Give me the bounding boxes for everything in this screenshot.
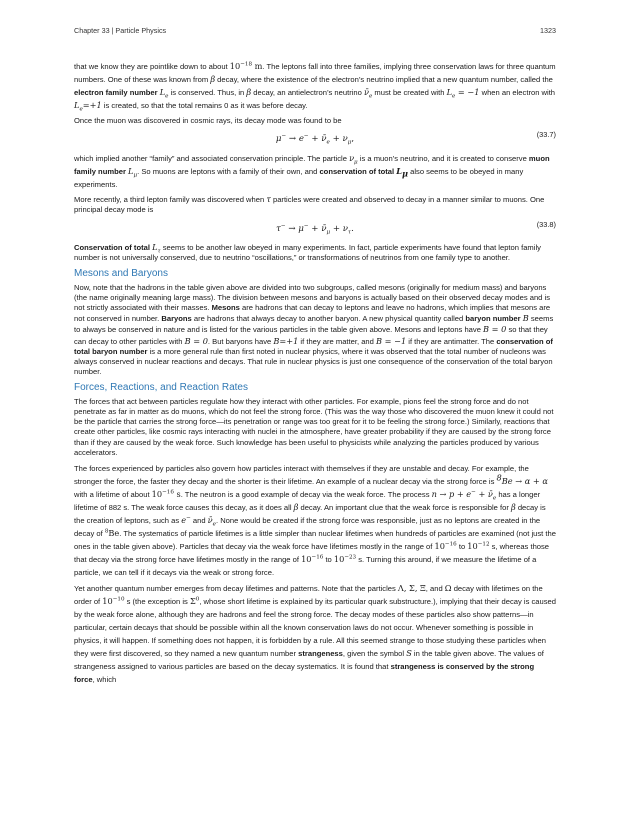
eq-arrow: → xyxy=(288,223,296,234)
text: must be created with xyxy=(372,88,447,97)
text: , given the symbol xyxy=(342,649,407,659)
text: s. Turning this around, if we measure the lifetime of a particle, we can tell if it decays via the weak or strong force. xyxy=(74,554,537,577)
math-subscript: e xyxy=(165,93,169,100)
math-symbol: ν̄ xyxy=(487,488,493,499)
math-plus: + xyxy=(454,488,467,499)
math-tau: τ xyxy=(266,194,271,205)
text: , and xyxy=(425,584,445,594)
math-antineutrino xyxy=(207,514,216,528)
math-symbol: B xyxy=(184,335,191,346)
text: decay, an antielectron’s neutrino xyxy=(251,88,364,97)
equation-33-7 xyxy=(74,129,556,146)
math-symbol: L xyxy=(152,241,158,252)
text: decay. An important clue that the weak force is responsible for xyxy=(298,502,511,512)
eq-sup: − xyxy=(303,132,309,139)
text: that we know they are pointlike down to about xyxy=(74,62,230,71)
math-symbol: L xyxy=(396,165,403,176)
math-power xyxy=(434,541,456,551)
text: seems to always be conserved in nature and is listed for the various particles in the table given above. Mesons and leptons have xyxy=(74,314,554,335)
math-exponent: −23 xyxy=(344,553,357,560)
math-exponent: −16 xyxy=(311,553,324,560)
equation-number: (33.7) xyxy=(536,129,556,139)
math-base: 10 xyxy=(151,488,163,499)
term-conservation-total-Ltau: Conservation of total xyxy=(74,242,153,252)
equation-33-8 xyxy=(74,219,556,236)
math-value: = 0 xyxy=(190,335,208,346)
math-symbol: L xyxy=(446,87,453,97)
math-symbol: p xyxy=(448,488,455,499)
text: with a lifetime of about xyxy=(74,489,152,499)
math-beta: β xyxy=(510,501,516,512)
eq-sub: μ xyxy=(326,229,331,236)
math-symbol: e xyxy=(181,514,187,525)
math-Ltau xyxy=(152,241,161,255)
eq-symbol: ν̄ xyxy=(321,133,327,144)
text: when an electron with xyxy=(479,88,556,97)
text: . The neutron is a good example of decay via the weak force. The process xyxy=(180,489,432,499)
page-number: 1323 xyxy=(540,26,556,35)
text: if they are antimatter. The xyxy=(406,336,497,346)
math-exponent: −12 xyxy=(477,540,490,547)
math-symbol: α xyxy=(524,475,531,486)
math-symbol: n xyxy=(431,488,437,499)
math-base: 10 xyxy=(102,596,113,607)
eq-symbol: ν xyxy=(342,133,348,144)
eq-symbol: τ xyxy=(276,223,281,234)
text: is conserved. Thus, in xyxy=(168,88,247,97)
math-power xyxy=(467,541,489,551)
eq-plus: + xyxy=(311,133,319,144)
eq-punct: . xyxy=(351,223,354,234)
eq-sub: μ xyxy=(347,139,352,146)
math-power xyxy=(334,554,356,564)
math-be8-decay xyxy=(496,471,548,486)
math-neutron-decay xyxy=(431,488,497,502)
text: also seems to be obeyed in many experiments. xyxy=(74,166,524,189)
page-body xyxy=(74,60,556,690)
math-symbol: Σ xyxy=(189,596,196,607)
math-superscript: 0 xyxy=(195,596,200,603)
math-Le-minus-one xyxy=(446,87,480,100)
text: The forces experienced by particles also govern how particles interact with themselves if they are unstable and decay. For example, the stronger the force, the faster they decay and the shorter is their lifetime. An example of a nuclear decay via the strong force is xyxy=(74,463,529,486)
eq-symbol: μ xyxy=(275,133,282,144)
math-exponent: −16 xyxy=(162,488,174,495)
math-beta: β xyxy=(293,501,299,512)
eq-symbol: μ xyxy=(298,223,304,234)
math-element: Be xyxy=(108,527,120,538)
math-exponent: −10 xyxy=(112,596,125,603)
eq-symbol: ν̄ xyxy=(321,223,327,234)
math-length xyxy=(230,61,263,71)
math-symbol: e xyxy=(466,488,472,499)
math-electron xyxy=(181,515,191,525)
text: in the table given above. The values of strangeness assigned to various particles are based on the decay systematics. It is found that xyxy=(74,649,544,672)
math-subscript: e xyxy=(79,106,83,113)
page-header xyxy=(74,26,556,38)
text: if they are matter, and xyxy=(298,336,376,346)
eq-symbol: e xyxy=(298,133,304,144)
eq-sup: − xyxy=(281,132,287,139)
text: has a longer lifetime of 882 s. The weak force causes this decay, as it does all xyxy=(74,489,541,512)
text: particles were created and observed to decay in a manner similar to muons. One principal decay mode is xyxy=(74,195,545,215)
text: is created, so that the total remains 0 as it was before decay. xyxy=(101,101,308,110)
eq-punct: , xyxy=(351,133,355,144)
math-beta: β xyxy=(210,74,216,84)
text: are hadrons that can decay to leptons and leave no hadrons, which implies that mesons are not conserved in number. xyxy=(74,302,551,324)
text: so that they can decay to other particles with xyxy=(74,325,548,346)
math-symbol: ν̄ xyxy=(207,514,213,525)
math-symbol: L xyxy=(74,100,80,110)
term-conservation-total-baryon-number: conservation of total baryon number xyxy=(74,336,553,356)
text: to xyxy=(456,541,468,551)
term-strangeness-conserved: strangeness is conserved by the strong force xyxy=(74,662,535,685)
math-subscript: μ xyxy=(402,168,409,179)
math-exponent: −18 xyxy=(240,61,253,68)
math-superscript: − xyxy=(471,488,476,495)
eq-sup: − xyxy=(280,222,286,229)
term-strangeness: strangeness xyxy=(298,649,343,659)
math-subscript: τ xyxy=(157,248,161,255)
term-mesons: Mesons xyxy=(211,302,240,312)
math-arrow: → xyxy=(436,488,449,499)
text: is a more general rule than first noted in nuclear physics, where it was observed that the total number of nucleons was always conserved in nuclear reactions and decays. That rule in nuclear physics is just one consequence of the conservation of the total baryon number. xyxy=(74,346,553,377)
math-subscript: e xyxy=(492,495,497,502)
text: . The leptons fall into three families, implying three conservation laws for three quantum numbers. One of these was known from xyxy=(74,62,556,84)
math-mass-number: 8 xyxy=(496,471,502,482)
math-B-minus-one xyxy=(376,336,406,346)
math-B: B xyxy=(522,313,529,324)
text: decay with lifetimes on the order of xyxy=(74,584,543,607)
text: The forces that act between particles regulate how they interact with other particles. For example, pions feel the strong force and do not penetrate as far in matter as do muons, which do not feel the strong force. (This was the way those who discovered the muon knew it could not be the particle that carries the strong force—its penetration or range was too great for it to be feeling the strong force.) Similarly, reactions that create other particles, like cosmic rays interacting with nuclei in the atmosphere, have greater probability if they are caused by the strong force than if they are caused by the weak force. Such knowledge has been useful to physicists while analyzing the particles produced by various accelerators. xyxy=(74,396,554,457)
math-base: 10 xyxy=(333,553,345,564)
paragraph-strangeness xyxy=(74,582,556,686)
math-power xyxy=(301,554,323,564)
term-muon-family-number: muon family number xyxy=(74,153,550,176)
math-symbol: α xyxy=(542,475,548,486)
math-muon-neutrino xyxy=(349,152,358,166)
paragraph-tau-intro xyxy=(74,194,556,215)
text: , which xyxy=(92,675,117,685)
math-base: 10 xyxy=(467,540,478,551)
section-heading-forces-reactions: Forces, Reactions, and Reaction Rates xyxy=(74,381,248,393)
text: and xyxy=(190,515,208,525)
math-be8 xyxy=(105,528,119,538)
paragraph-muon-decay-intro xyxy=(74,116,556,126)
text: Yet another quantum number emerges from decay lifetimes and patterns. Note that the particles xyxy=(74,584,398,594)
eq-plus: + xyxy=(311,223,319,234)
math-symbol: L xyxy=(159,87,166,97)
math-B-plus-one xyxy=(273,336,298,346)
math-S: S xyxy=(406,648,412,659)
text: . So muons are leptons with a family of their own, and xyxy=(137,166,320,176)
eq-plus: + xyxy=(332,133,340,144)
text: are hadrons that always decay to another baryon. A new physical quantity called xyxy=(191,314,466,324)
term-baryon-number: baryon number xyxy=(465,314,521,324)
math-symbol: B xyxy=(483,324,490,335)
paragraph-forces-interaction xyxy=(74,397,556,458)
text: s, whereas those that decay via the strong force have lifetimes mostly in the range of xyxy=(74,541,550,564)
math-base: 10 xyxy=(301,553,312,564)
text: decay is the creation of leptons, such as xyxy=(74,502,546,525)
text: . None would be created if the strong force was responsible, just as no leptons are created in the decay of xyxy=(74,515,541,538)
math-superscript: − xyxy=(186,514,191,521)
term-conservation-total-Lmu xyxy=(319,165,409,179)
math-particle-list: Λ, Σ, Ξ xyxy=(397,583,426,594)
math-power xyxy=(102,596,124,606)
math-mass-number: 8 xyxy=(104,527,109,534)
math-value: =+1 xyxy=(279,335,299,346)
math-element: Be xyxy=(501,475,513,486)
math-value: = −1 xyxy=(455,87,480,97)
math-omega: Ω xyxy=(444,583,452,594)
math-unit: s xyxy=(176,488,181,499)
text: More recently, a third lepton family was discovered when xyxy=(74,195,267,205)
eq-symbol: ν xyxy=(342,223,348,234)
math-plus: + xyxy=(530,475,543,486)
bold-text: conservation of total xyxy=(319,166,397,176)
math-plus: + xyxy=(475,488,488,499)
math-symbol: B xyxy=(375,335,383,346)
eq-sup: − xyxy=(303,222,309,229)
eq-plus: + xyxy=(332,223,341,234)
text: to xyxy=(323,554,334,564)
math-symbol: L xyxy=(128,165,134,176)
math-beta: β xyxy=(246,87,252,97)
paragraph-mesons-baryons xyxy=(74,283,556,378)
math-exponent: −16 xyxy=(444,540,457,547)
eq-sub: τ xyxy=(348,229,352,236)
math-base: 10 xyxy=(229,61,241,71)
text: which implied another “family” and associated conservation principle. The particle xyxy=(74,153,350,163)
math-value: = 0 xyxy=(489,324,507,335)
term-baryons: Baryons xyxy=(161,314,192,324)
text: , whose short lifetime is explained by its particular quark substructure.), implying that their decay is caused by the weak force alone, although they are hadrons and feel the strong force. The decay modes of these particles also show patterns—in particular, certain decays that should be possible within all the known conservation laws do not occur. Whenever something is possible in physics, it will happen. If something does not happen, it is forbidden by a rule. All this seemed strange to those studying these particles when they were first discovered, so they named a new quantum number xyxy=(74,597,556,659)
text: Once the muon was discovered in cosmic rays, its decay mode was found to be xyxy=(74,115,342,125)
paragraph-lepton-families xyxy=(74,60,556,112)
math-subscript: e xyxy=(452,93,456,100)
math-symbol: ν̄ xyxy=(363,87,369,97)
paragraph-forces-decay xyxy=(74,462,556,579)
text: Now, note that the hadrons in the table given above are divided into two subgroups, called mesons (originally for medium mass) and baryons (the name originally meaning large mass). The division between mesons and baryons is actually based on their observed decay modes and is not strictly associated with their masses. xyxy=(74,282,550,312)
paragraph-muon-family xyxy=(74,152,556,191)
text: s (the exception is xyxy=(124,597,190,607)
math-B-zero xyxy=(185,336,208,346)
equation-number: (33.8) xyxy=(536,219,556,229)
math-symbol: ν xyxy=(349,152,355,163)
text: decay, where the existence of the electron’s neutrino implied that a new quantum number, called the xyxy=(215,75,553,84)
text: seems to be another law obeyed in many experiments. In fact, particle experiments have found that lepton family number is not universally conserved, due to neutrino “oscillations,” or transformations of neutrinos from one family type to another. xyxy=(74,242,541,262)
section-heading-mesons-baryons: Mesons and Baryons xyxy=(74,267,168,279)
text: is a muon’s neutrino, and it is created to conserve xyxy=(357,153,529,163)
math-lifetime xyxy=(152,489,181,499)
math-value: =+1 xyxy=(82,100,102,110)
eq-arrow: → xyxy=(288,133,297,144)
math-B-zero xyxy=(483,324,506,334)
math-symbol: B xyxy=(273,335,280,346)
math-arrow: → xyxy=(512,475,525,486)
math-unit: m xyxy=(254,61,263,71)
chapter-title: Chapter 33 | Particle Physics xyxy=(74,26,167,35)
math-subscript: μ xyxy=(354,159,358,166)
term-electron-family-number: electron family number xyxy=(74,88,158,97)
text: . The systematics of particle lifetimes is a little simpler than nuclear lifetimes when hundreds of particles are examined (not just the ones in the table given above). Particles that decay via the weak force have lifetimes mostly in the range of xyxy=(74,528,556,551)
eq-sub: e xyxy=(326,139,330,146)
paragraph-tau-conservation xyxy=(74,242,556,263)
math-subscript: μ xyxy=(133,172,138,179)
math-subscript: e xyxy=(368,93,373,100)
math-sigma-zero xyxy=(190,596,199,606)
math-value: = −1 xyxy=(382,335,407,346)
math-Lmu xyxy=(128,165,138,179)
text: . But baryons have xyxy=(207,336,274,346)
math-base: 10 xyxy=(434,540,445,551)
math-Le-plus-one xyxy=(74,100,102,113)
math-subscript: e xyxy=(212,521,216,528)
